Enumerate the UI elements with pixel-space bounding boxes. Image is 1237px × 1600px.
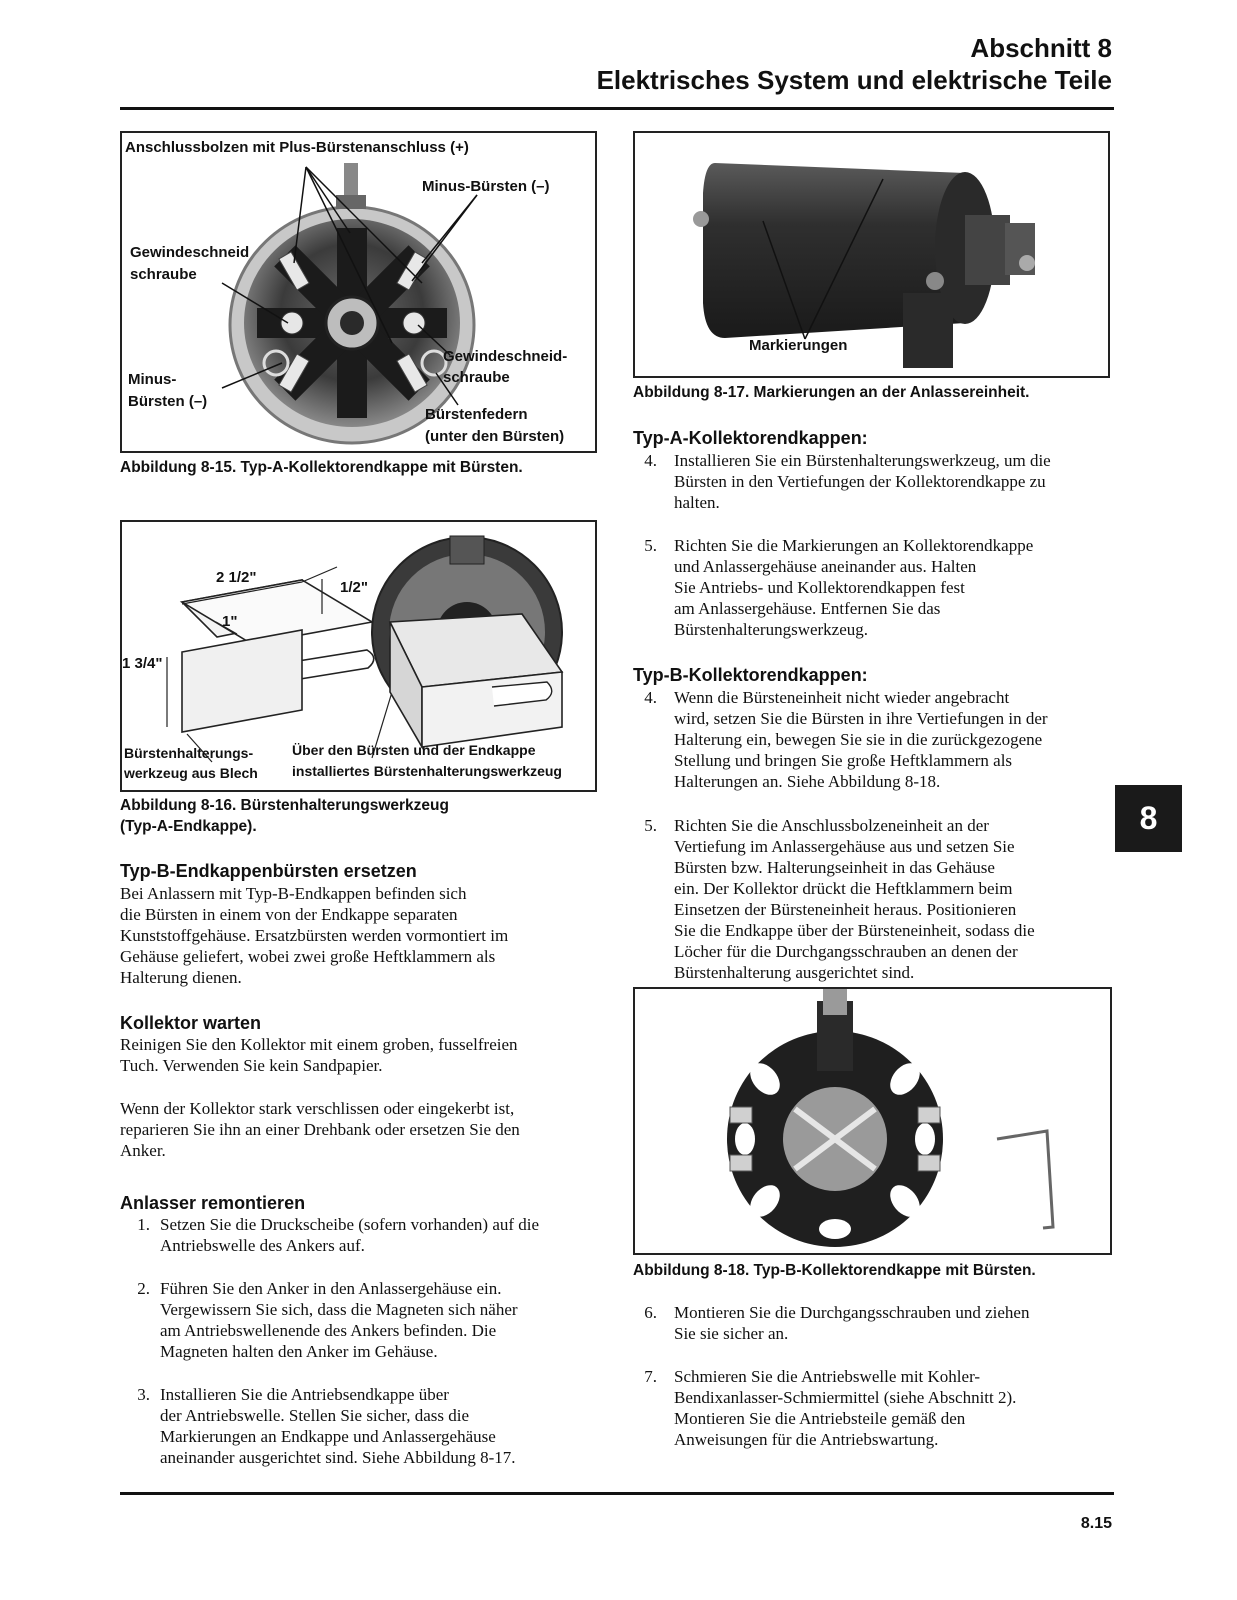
starter-photo bbox=[635, 133, 1108, 376]
label-screw-left-2: schraube bbox=[130, 266, 197, 283]
heading-typa-caps: Typ-A-Kollektorendkappen: bbox=[633, 428, 868, 448]
label-dim-one: 1" bbox=[222, 613, 238, 630]
text-line: der Antriebswelle. Stellen Sie sicher, dass die bbox=[160, 1406, 470, 1425]
step-2 bbox=[120, 1278, 600, 1362]
label-dim-width: 2 1/2" bbox=[216, 569, 257, 586]
page-number: 8.15 bbox=[1080, 1515, 1112, 1532]
header-rule bbox=[120, 107, 1114, 110]
figure-8-15 bbox=[120, 131, 597, 453]
text-line: und Anlassergehäuse aneinander aus. Halten bbox=[674, 557, 977, 576]
step-number: 1. bbox=[137, 1215, 150, 1234]
paragraph-kollektor-2 bbox=[120, 1098, 590, 1161]
step-1 bbox=[120, 1214, 600, 1256]
typb-step-4 bbox=[633, 687, 1113, 792]
paragraph-typb-brushes bbox=[120, 883, 590, 988]
text-line: aneinander ausgerichtet sind. Siehe Abbildung 8-17. bbox=[160, 1448, 516, 1467]
text-line: Gehäuse geliefert, wobei zwei große Heftklammern als bbox=[120, 947, 496, 966]
text-line: Setzen Sie die Druckscheibe (sofern vorhanden) auf die bbox=[160, 1215, 540, 1234]
caption-8-16-line2: (Typ-A-Endkappe). bbox=[120, 818, 257, 835]
section-tab: 8 bbox=[1115, 785, 1182, 852]
caption-8-18: Abbildung 8-18. Typ-B-Kollektorendkappe mit Bürsten. bbox=[633, 1262, 1036, 1279]
caption-8-16-line1: Abbildung 8-16. Bürstenhalterungswerkzeug bbox=[120, 797, 449, 814]
section-heading: Abschnitt 8 bbox=[970, 33, 1112, 63]
text-line: reparieren Sie ihn an einer Drehbank oder ersetzen Sie den bbox=[120, 1120, 520, 1139]
typa-step-4 bbox=[633, 450, 1113, 513]
typb-step-5 bbox=[633, 815, 1113, 983]
text-line: wird, setzen Sie die Bürsten in ihre Vertiefungen in der bbox=[674, 709, 1048, 728]
label-screw-right-2: schraube bbox=[443, 369, 510, 386]
footer-rule bbox=[120, 1492, 1114, 1495]
label-plus-bolt: Anschlussbolzen mit Plus-Bürstenanschluss (+) bbox=[125, 139, 469, 156]
text-line: am Anlassergehäuse. Entfernen Sie das bbox=[674, 599, 941, 618]
text-line: Führen Sie den Anker in den Anlassergehäuse ein. bbox=[160, 1279, 502, 1298]
heading-anlasser: Anlasser remontieren bbox=[120, 1193, 306, 1213]
text-line: Einsetzen der Bürsteneinheit heraus. Positionieren bbox=[674, 900, 1017, 919]
text-line: Bei Anlassern mit Typ-B-Endkappen befinden sich bbox=[120, 884, 467, 903]
text-line: ein. Der Kollektor drückt die Heftklammern beim bbox=[674, 879, 1013, 898]
paragraph-kollektor-1 bbox=[120, 1034, 590, 1076]
label-installed-1: Über den Bürsten und der Endkappe bbox=[292, 742, 536, 758]
text-line: Stellung und bringen Sie große Heftklammern als bbox=[674, 751, 1013, 770]
label-springs-2: (unter den Bürsten) bbox=[425, 428, 565, 445]
text-line: Anker. bbox=[120, 1141, 166, 1160]
typb-end-cap-photo bbox=[635, 989, 1110, 1253]
figure-8-16 bbox=[120, 520, 597, 792]
heading-typb-brushes: Typ-B-Endkappenbürsten ersetzen bbox=[120, 861, 417, 881]
text-line: Sie die Endkappe über der Bürsteneinheit, sodass die bbox=[674, 921, 1035, 940]
caption-8-15: Abbildung 8-15. Typ-A-Kollektorendkappe mit Bürsten. bbox=[120, 459, 523, 476]
heading-typb-caps: Typ-B-Kollektorendkappen: bbox=[633, 665, 868, 685]
label-springs-1: Bürstenfedern bbox=[425, 406, 528, 423]
text-line: Richten Sie die Markierungen an Kollektorendkappe bbox=[674, 536, 1034, 555]
text-line: Wenn die Bürsteneinheit nicht wieder angebracht bbox=[674, 688, 1010, 707]
text-line: Markierungen an Endkappe und Anlassergehäuse bbox=[160, 1427, 496, 1446]
label-minus-left-1: Minus- bbox=[128, 371, 177, 388]
step-3 bbox=[120, 1384, 600, 1468]
text-line: Bürsten in den Vertiefungen der Kollektorendkappe zu bbox=[674, 472, 1046, 491]
text-line: Richten Sie die Anschlussbolzeneinheit an der bbox=[674, 816, 989, 835]
label-screw-left-1: Gewindeschneid bbox=[130, 244, 250, 261]
text-line: Anweisungen für die Antriebswartung. bbox=[674, 1430, 939, 1449]
text-line: Halterungen an. Siehe Abbildung 8-18. bbox=[674, 772, 941, 791]
label-minus-left-2: Bürsten (–) bbox=[128, 393, 208, 410]
label-dim-height: 1 3/4" bbox=[122, 655, 163, 672]
text-line: die Bürsten in einem von der Endkappe separaten bbox=[120, 905, 458, 924]
step-number: 5. bbox=[644, 816, 657, 835]
step-number: 6. bbox=[644, 1303, 657, 1322]
text-line: Antriebswelle des Ankers auf. bbox=[160, 1236, 365, 1255]
text-line: Halterung dienen. bbox=[120, 968, 242, 987]
text-line: Halterung ein, bewegen Sie sie in die zurückgezogene bbox=[674, 730, 1043, 749]
text-line: Reinigen Sie den Kollektor mit einem groben, fusselfreien bbox=[120, 1035, 518, 1054]
text-line: am Antriebswellenende des Ankers befinden. Die bbox=[160, 1321, 497, 1340]
text-line: Vertiefung im Anlassergehäuse aus und setzen Sie bbox=[674, 837, 1015, 856]
step-number: 7. bbox=[644, 1367, 657, 1386]
text-line: Installieren Sie ein Bürstenhalterungswerkzeug, um die bbox=[674, 451, 1051, 470]
step-number: 2. bbox=[137, 1279, 150, 1298]
step-number: 3. bbox=[137, 1385, 150, 1404]
label-screw-right-1: Gewindeschneid- bbox=[443, 348, 568, 365]
text-line: Montieren Sie die Antriebsteile gemäß den bbox=[674, 1409, 966, 1428]
text-line: Sie sie sicher an. bbox=[674, 1324, 789, 1343]
text-line: Wenn der Kollektor stark verschlissen oder eingekerbt ist, bbox=[120, 1099, 515, 1118]
figure-8-18 bbox=[633, 987, 1112, 1255]
text-line: Kunststoffgehäuse. Ersatzbürsten werden vormontiert im bbox=[120, 926, 509, 945]
text-line: Löcher für die Durchgangsschrauben an denen der bbox=[674, 942, 1018, 961]
text-line: Bürstenhalterung ausgerichtet sind. bbox=[674, 963, 915, 982]
page-title: Elektrisches System und elektrische Teile bbox=[596, 65, 1112, 95]
label-installed-2: installiertes Bürstenhalterungswerkzeug bbox=[292, 763, 562, 779]
step-number: 4. bbox=[644, 451, 657, 470]
text-line: Schmieren Sie die Antriebswelle mit Kohler- bbox=[674, 1367, 981, 1386]
label-tool-2: werkzeug aus Blech bbox=[124, 765, 258, 781]
typa-step-5 bbox=[633, 535, 1113, 640]
label-markierungen: Markierungen bbox=[749, 337, 848, 354]
text-line: halten. bbox=[674, 493, 720, 512]
text-line: Tuch. Verwenden Sie kein Sandpapier. bbox=[120, 1056, 383, 1075]
text-line: Vergewissern Sie sich, dass die Magneten sich näher bbox=[160, 1300, 518, 1319]
figure-8-17 bbox=[633, 131, 1110, 378]
label-tool-1: Bürstenhalterungs- bbox=[124, 745, 254, 761]
label-minus-brushes-top: Minus-Bürsten (–) bbox=[422, 178, 550, 195]
text-line: Installieren Sie die Antriebsendkappe über bbox=[160, 1385, 449, 1404]
caption-8-17: Abbildung 8-17. Markierungen an der Anlassereinheit. bbox=[633, 384, 1030, 401]
label-dim-half: 1/2" bbox=[340, 579, 368, 596]
step-number: 4. bbox=[644, 688, 657, 707]
step-number: 5. bbox=[644, 536, 657, 555]
text-line: Bendixanlasser-Schmiermittel (siehe Abschnitt 2). bbox=[674, 1388, 1017, 1407]
text-line: Magneten halten den Anker im Gehäuse. bbox=[160, 1342, 438, 1361]
text-line: Bürsten bzw. Halterungseinheit in das Gehäuse bbox=[674, 858, 995, 877]
text-line: Bürstenhalterungswerkzeug. bbox=[674, 620, 869, 639]
text-line: Montieren Sie die Durchgangsschrauben und ziehen bbox=[674, 1303, 1030, 1322]
step-7 bbox=[633, 1366, 1113, 1450]
step-6 bbox=[633, 1302, 1113, 1344]
heading-kollektor: Kollektor warten bbox=[120, 1013, 262, 1033]
text-line: Sie Antriebs- und Kollektorendkappen fest bbox=[674, 578, 965, 597]
